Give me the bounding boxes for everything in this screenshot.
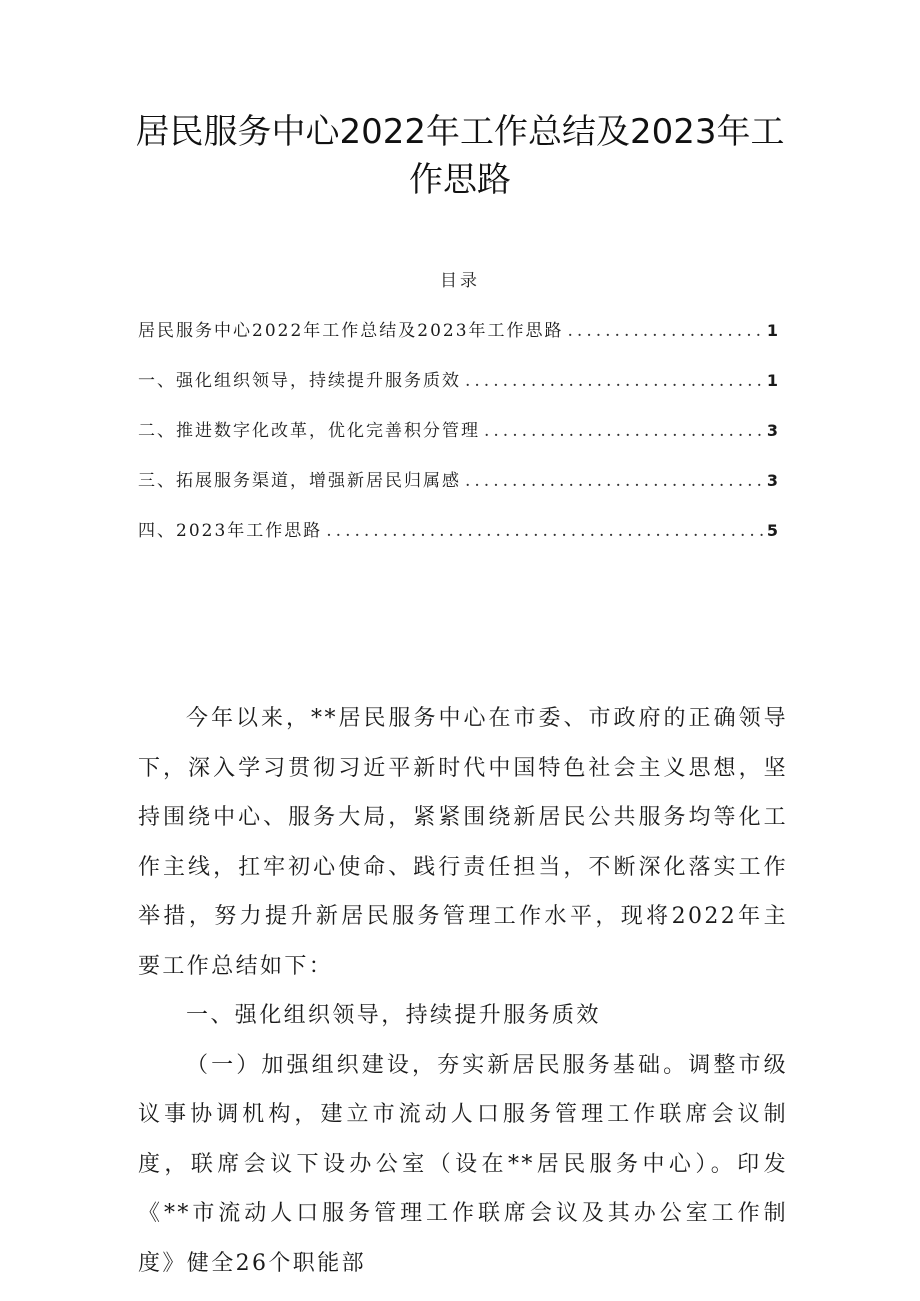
toc-leader-dots	[484, 421, 763, 441]
toc-entry-text: 二、推进数字化改革，优化完善积分管理	[138, 421, 480, 441]
document-title	[100, 108, 820, 204]
toc-entry-page: 1	[766, 321, 778, 340]
toc-leader-dots	[326, 521, 763, 541]
toc-entry[interactable]	[138, 316, 778, 366]
toc-entry[interactable]	[138, 516, 778, 566]
toc-leader-dots	[465, 371, 763, 391]
table-of-contents	[138, 316, 778, 566]
document-title-line-1: 居民服务中心2022年工作总结及2023年工	[135, 112, 785, 152]
toc-entry-text: 一、强化组织领导，持续提升服务质效	[138, 371, 461, 391]
toc-entry[interactable]	[138, 466, 778, 516]
toc-entry-text: 三、拓展服务渠道，增强新居民归属感	[138, 471, 461, 491]
toc-entry-text: 四、2023年工作思路	[138, 521, 323, 541]
section-heading: 一、强化组织领导，持续提升服务质效	[186, 1003, 601, 1028]
toc-entry[interactable]	[138, 416, 778, 466]
toc-entry-page: 3	[766, 421, 778, 440]
toc-entry-page: 5	[766, 521, 778, 540]
toc-entry[interactable]	[138, 366, 778, 416]
toc-leader-dots	[568, 321, 763, 341]
toc-leader-dots	[465, 471, 763, 491]
document-body	[138, 694, 788, 1288]
toc-entry-page: 3	[766, 471, 778, 490]
intro-paragraph: 今年以来，**居民服务中心在市委、市政府的正确领导下，深入学习贯彻习近平新时代中国特色社会主义思想，坚持围绕中心、服务大局，紧紧围绕新居民公共服务均等化工作主线，扛牢初心使命、践行责任担当，不断深化落实工作举措，努力提升新居民服务管理工作水平，现将2022年主要工作总结如下：	[138, 706, 788, 979]
toc-heading: 目录	[440, 271, 480, 291]
toc-entry-text: 居民服务中心2022年工作总结及2023年工作思路	[138, 321, 564, 341]
section-paragraph: （一）加强组织建设，夯实新居民服务基础。调整市级议事协调机构，建立市流动人口服务管理工作联席会议制度，联席会议下设办公室（设在**居民服务中心）。印发《**市流动人口服务管理工作联席会议及其办公室工作制度》健全26个职能部	[138, 1052, 788, 1276]
toc-entry-page: 1	[766, 371, 778, 390]
document-title-line-2: 作思路	[409, 160, 511, 200]
